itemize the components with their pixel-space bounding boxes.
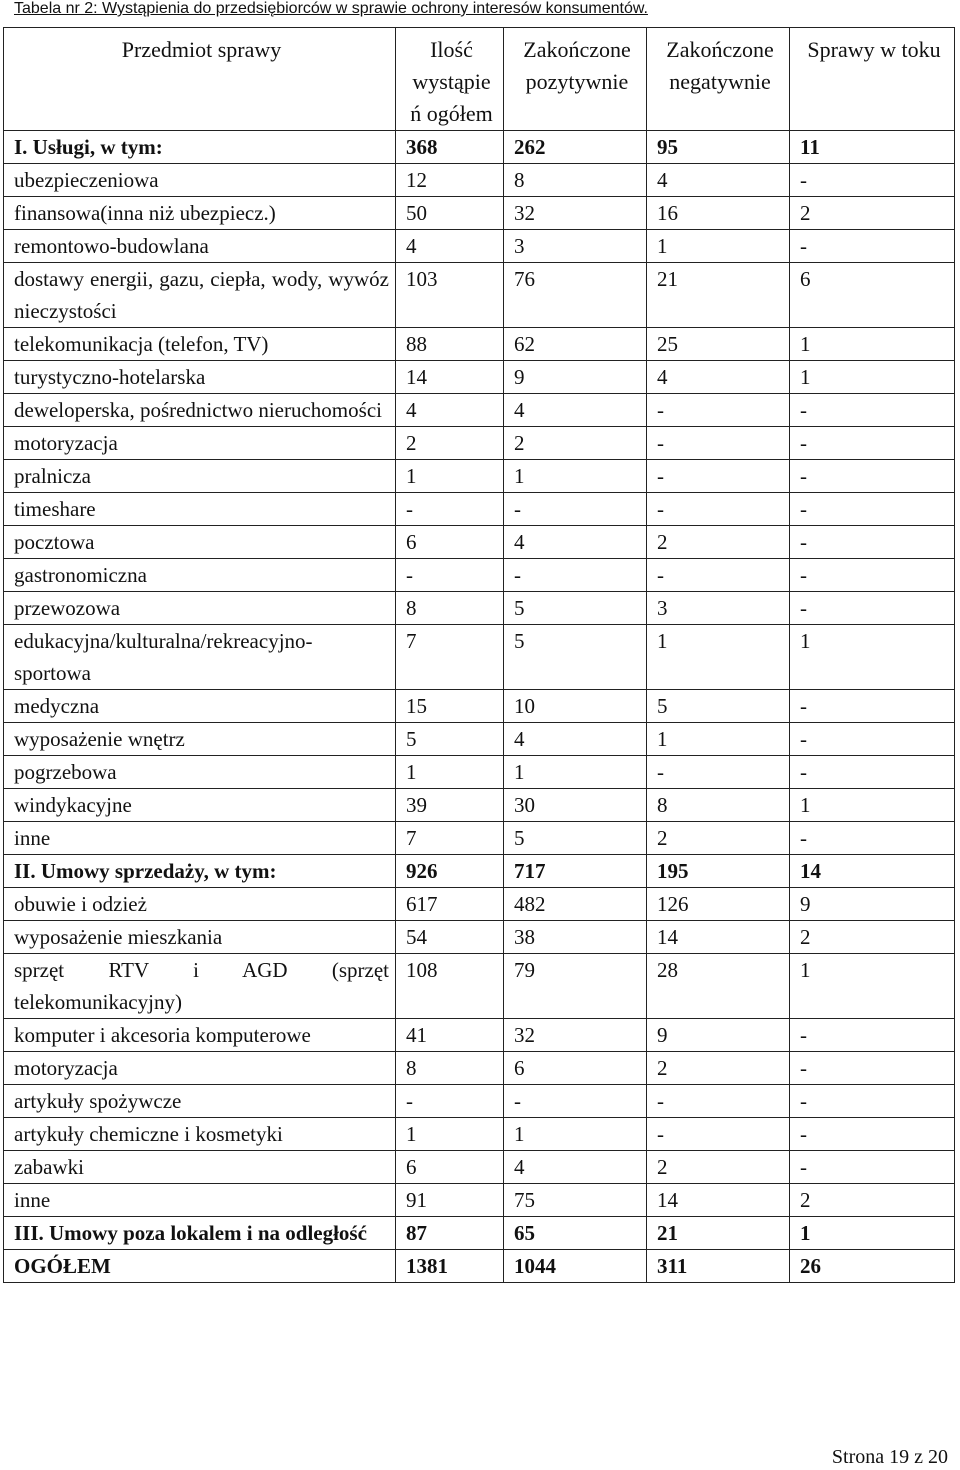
cell-negative: 1 xyxy=(647,230,790,263)
cell-pending: 1 xyxy=(790,361,955,394)
table-row xyxy=(4,197,955,230)
cell-subject: remontowo-budowlana xyxy=(4,230,396,263)
cell-total: 1381 xyxy=(396,1250,504,1283)
cell-total: 12 xyxy=(396,164,504,197)
cell-negative: 2 xyxy=(647,1052,790,1085)
cell-subject: inne xyxy=(4,822,396,855)
cell-negative: 14 xyxy=(647,921,790,954)
cell-subject: pocztowa xyxy=(4,526,396,559)
cell-total: 39 xyxy=(396,789,504,822)
cell-positive: 1 xyxy=(504,756,647,789)
cell-total: 6 xyxy=(396,526,504,559)
table-row xyxy=(4,1217,955,1250)
cell-pending: 1 xyxy=(790,625,955,690)
cell-subject: pogrzebowa xyxy=(4,756,396,789)
cell-subject: artykuły spożywcze xyxy=(4,1085,396,1118)
cell-total: 6 xyxy=(396,1151,504,1184)
cell-positive: 4 xyxy=(504,394,647,427)
cell-pending: - xyxy=(790,756,955,789)
cell-negative: 2 xyxy=(647,822,790,855)
cell-negative: 9 xyxy=(647,1019,790,1052)
cell-subject: przewozowa xyxy=(4,592,396,625)
cell-negative: 14 xyxy=(647,1184,790,1217)
cell-positive: 30 xyxy=(504,789,647,822)
cell-total: 15 xyxy=(396,690,504,723)
cell-positive: 10 xyxy=(504,690,647,723)
cell-positive: 1044 xyxy=(504,1250,647,1283)
cell-negative: 8 xyxy=(647,789,790,822)
cell-pending: 14 xyxy=(790,855,955,888)
header-pending: Sprawy w toku xyxy=(790,28,955,131)
cell-total: 8 xyxy=(396,592,504,625)
cell-negative: 126 xyxy=(647,888,790,921)
table-row xyxy=(4,723,955,756)
cell-subject: dostawy energii, gazu, ciepła, wody, wywóz nieczystości xyxy=(4,263,396,328)
cell-subject: II. Umowy sprzedaży, w tym: xyxy=(4,855,396,888)
table-row xyxy=(4,888,955,921)
cell-total: 91 xyxy=(396,1184,504,1217)
cell-negative: 16 xyxy=(647,197,790,230)
cell-total: 87 xyxy=(396,1217,504,1250)
cell-subject: windykacyjne xyxy=(4,789,396,822)
cell-subject: edukacyjna/kulturalna/rekreacyjno-sportowa xyxy=(4,625,396,690)
cell-pending: - xyxy=(790,493,955,526)
cell-subject: III. Umowy poza lokalem i na odległość xyxy=(4,1217,396,1250)
cell-negative: - xyxy=(647,394,790,427)
cell-positive: 4 xyxy=(504,1151,647,1184)
cell-subject: komputer i akcesoria komputerowe xyxy=(4,1019,396,1052)
cell-negative: - xyxy=(647,493,790,526)
table-row xyxy=(4,1184,955,1217)
cell-total: 1 xyxy=(396,1118,504,1151)
cell-positive: - xyxy=(504,1085,647,1118)
cell-positive: 717 xyxy=(504,855,647,888)
table-row xyxy=(4,625,955,690)
table-row xyxy=(4,427,955,460)
header-negative: Zakończone negatywnie xyxy=(647,28,790,131)
table-row xyxy=(4,789,955,822)
cell-subject: deweloperska, pośrednictwo nieruchomości xyxy=(4,394,396,427)
cell-subject: wyposażenie mieszkania xyxy=(4,921,396,954)
cell-total: 14 xyxy=(396,361,504,394)
cell-negative: 1 xyxy=(647,723,790,756)
cell-negative: 4 xyxy=(647,361,790,394)
table-row xyxy=(4,1019,955,1052)
cell-negative: - xyxy=(647,1118,790,1151)
cell-positive: 62 xyxy=(504,328,647,361)
table-row xyxy=(4,526,955,559)
cell-positive: 79 xyxy=(504,954,647,1019)
cell-positive: 6 xyxy=(504,1052,647,1085)
cell-subject: medyczna xyxy=(4,690,396,723)
cell-negative: - xyxy=(647,460,790,493)
cell-total: 617 xyxy=(396,888,504,921)
cell-negative: 2 xyxy=(647,526,790,559)
cell-total: 4 xyxy=(396,394,504,427)
header-subject: Przedmiot sprawy xyxy=(4,28,396,131)
cell-pending: 1 xyxy=(790,328,955,361)
cell-total: 7 xyxy=(396,625,504,690)
cell-pending: 9 xyxy=(790,888,955,921)
cell-total: 926 xyxy=(396,855,504,888)
cell-total: 7 xyxy=(396,822,504,855)
cell-pending: 1 xyxy=(790,1217,955,1250)
cell-pending: 2 xyxy=(790,1184,955,1217)
cell-pending: - xyxy=(790,1118,955,1151)
cell-total: 4 xyxy=(396,230,504,263)
table-row xyxy=(4,1250,955,1283)
cell-total: 108 xyxy=(396,954,504,1019)
cell-subject: motoryzacja xyxy=(4,427,396,460)
cell-positive: 5 xyxy=(504,822,647,855)
cell-pending: - xyxy=(790,427,955,460)
cell-positive: - xyxy=(504,493,647,526)
cell-pending: - xyxy=(790,1052,955,1085)
cell-pending: 2 xyxy=(790,921,955,954)
cell-subject: sprzęt RTV i AGD (sprzęt telekomunikacyjny) xyxy=(4,954,396,1019)
cell-negative: 2 xyxy=(647,1151,790,1184)
cell-subject: artykuły chemiczne i kosmetyki xyxy=(4,1118,396,1151)
cell-pending: - xyxy=(790,1151,955,1184)
table-header-row xyxy=(4,28,955,131)
page-number: Strona 19 z 20 xyxy=(831,1446,948,1468)
table-row xyxy=(4,263,955,328)
cell-pending: 1 xyxy=(790,789,955,822)
cell-pending: - xyxy=(790,559,955,592)
cell-subject: ubezpieczeniowa xyxy=(4,164,396,197)
cell-negative: 4 xyxy=(647,164,790,197)
cell-pending: 2 xyxy=(790,197,955,230)
cell-pending: - xyxy=(790,230,955,263)
table-row xyxy=(4,1151,955,1184)
header-total: Ilość wystąpie ń ogółem xyxy=(396,28,504,131)
cell-positive: 1 xyxy=(504,1118,647,1151)
cell-subject: zabawki xyxy=(4,1151,396,1184)
cell-total: - xyxy=(396,493,504,526)
cell-negative: 28 xyxy=(647,954,790,1019)
cell-positive: 8 xyxy=(504,164,647,197)
table-row xyxy=(4,921,955,954)
cell-subject: OGÓŁEM xyxy=(4,1250,396,1283)
cell-pending: 6 xyxy=(790,263,955,328)
cell-total: 368 xyxy=(396,131,504,164)
table-row xyxy=(4,328,955,361)
cell-subject: obuwie i odzież xyxy=(4,888,396,921)
table-row xyxy=(4,361,955,394)
table-row xyxy=(4,493,955,526)
cell-negative: 21 xyxy=(647,1217,790,1250)
table-row xyxy=(4,131,955,164)
cell-positive: 76 xyxy=(504,263,647,328)
cell-positive: 32 xyxy=(504,197,647,230)
cell-total: 103 xyxy=(396,263,504,328)
cell-positive: 2 xyxy=(504,427,647,460)
cell-total: 54 xyxy=(396,921,504,954)
table-row xyxy=(4,394,955,427)
cell-pending: 26 xyxy=(790,1250,955,1283)
cell-total: 1 xyxy=(396,460,504,493)
cell-total: 5 xyxy=(396,723,504,756)
cell-negative: 25 xyxy=(647,328,790,361)
table-row xyxy=(4,756,955,789)
cell-pending: - xyxy=(790,1085,955,1118)
table-row xyxy=(4,855,955,888)
cell-positive: 65 xyxy=(504,1217,647,1250)
cell-pending: - xyxy=(790,1019,955,1052)
cell-positive: 38 xyxy=(504,921,647,954)
table-row xyxy=(4,230,955,263)
table-row xyxy=(4,822,955,855)
table-row xyxy=(4,954,955,1019)
cell-negative: 95 xyxy=(647,131,790,164)
cell-positive: 482 xyxy=(504,888,647,921)
cell-pending: - xyxy=(790,592,955,625)
header-positive: Zakończone pozytywnie xyxy=(504,28,647,131)
cell-negative: - xyxy=(647,1085,790,1118)
cell-subject: I. Usługi, w tym: xyxy=(4,131,396,164)
table-row xyxy=(4,1118,955,1151)
cell-subject: inne xyxy=(4,1184,396,1217)
table-row xyxy=(4,690,955,723)
cell-pending: - xyxy=(790,394,955,427)
cell-positive: - xyxy=(504,559,647,592)
cell-positive: 4 xyxy=(504,526,647,559)
cell-pending: 11 xyxy=(790,131,955,164)
cell-pending: - xyxy=(790,526,955,559)
cell-positive: 262 xyxy=(504,131,647,164)
table-row xyxy=(4,592,955,625)
cell-positive: 1 xyxy=(504,460,647,493)
cell-pending: - xyxy=(790,822,955,855)
table-row xyxy=(4,164,955,197)
table-row xyxy=(4,1052,955,1085)
table-caption: Tabela nr 2: Wystąpienia do przedsiębiorców w sprawie ochrony interesów konsumentów. xyxy=(14,0,648,17)
cell-negative: 195 xyxy=(647,855,790,888)
cell-subject: timeshare xyxy=(4,493,396,526)
table-row xyxy=(4,1085,955,1118)
cell-pending: - xyxy=(790,723,955,756)
cell-total: 1 xyxy=(396,756,504,789)
cell-positive: 4 xyxy=(504,723,647,756)
cell-positive: 32 xyxy=(504,1019,647,1052)
cell-total: 50 xyxy=(396,197,504,230)
cell-total: 41 xyxy=(396,1019,504,1052)
cell-negative: - xyxy=(647,756,790,789)
cell-total: 2 xyxy=(396,427,504,460)
cell-negative: 5 xyxy=(647,690,790,723)
cell-subject: pralnicza xyxy=(4,460,396,493)
cell-total: 88 xyxy=(396,328,504,361)
cell-subject: turystyczno-hotelarska xyxy=(4,361,396,394)
cell-positive: 3 xyxy=(504,230,647,263)
cell-positive: 9 xyxy=(504,361,647,394)
cell-subject: telekomunikacja (telefon, TV) xyxy=(4,328,396,361)
cell-positive: 5 xyxy=(504,625,647,690)
cell-negative: 3 xyxy=(647,592,790,625)
cell-total: - xyxy=(396,559,504,592)
cell-negative: 1 xyxy=(647,625,790,690)
table-row xyxy=(4,460,955,493)
cell-total: 8 xyxy=(396,1052,504,1085)
table-body xyxy=(4,131,955,1283)
cell-negative: 21 xyxy=(647,263,790,328)
cell-subject: motoryzacja xyxy=(4,1052,396,1085)
consumer-cases-table xyxy=(3,27,955,1283)
cell-subject: gastronomiczna xyxy=(4,559,396,592)
cell-positive: 75 xyxy=(504,1184,647,1217)
cell-pending: - xyxy=(790,460,955,493)
table-row xyxy=(4,559,955,592)
cell-positive: 5 xyxy=(504,592,647,625)
cell-negative: - xyxy=(647,427,790,460)
cell-total: - xyxy=(396,1085,504,1118)
cell-negative: - xyxy=(647,559,790,592)
cell-subject: wyposażenie wnętrz xyxy=(4,723,396,756)
cell-negative: 311 xyxy=(647,1250,790,1283)
cell-pending: - xyxy=(790,690,955,723)
cell-pending: - xyxy=(790,164,955,197)
cell-pending: 1 xyxy=(790,954,955,1019)
cell-subject: finansowa(inna niż ubezpiecz.) xyxy=(4,197,396,230)
